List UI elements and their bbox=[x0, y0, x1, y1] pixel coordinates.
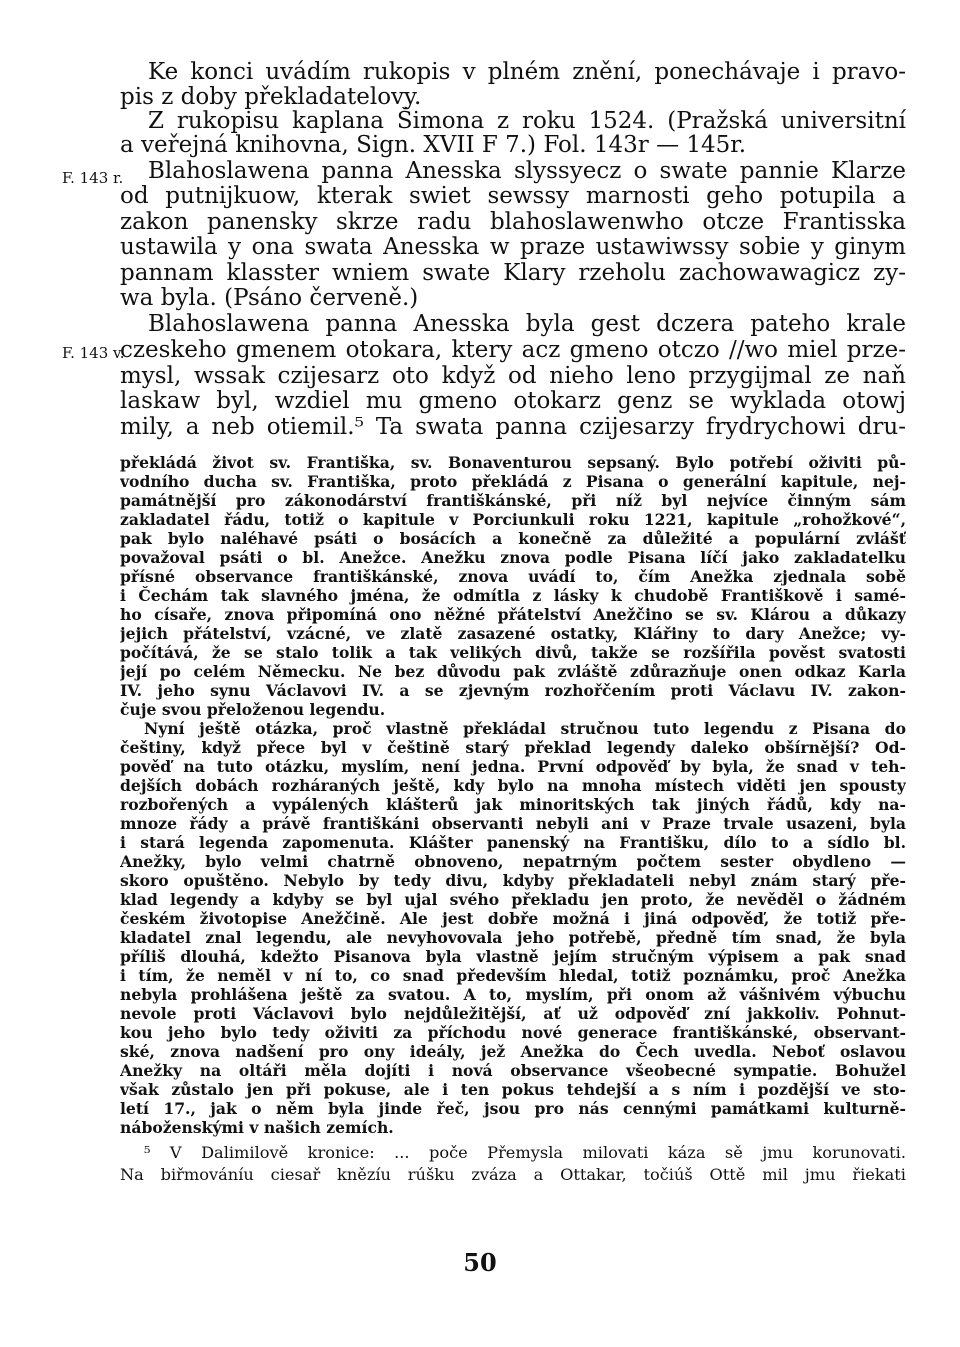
main-line: czeskeho gmenem otokara, ktery acz gmeno otczo //wo miel prze- bbox=[120, 337, 906, 363]
folio-note-143v: F. 143 v. bbox=[62, 344, 125, 362]
note-line: Nyní ještě otázka, proč vlastně překládal stručnou tuto legendu z Pisana do bbox=[144, 719, 906, 738]
note-line: i tím, že neměl v ní to, co snad především hledal, totiž poznámku, proč Anežka bbox=[120, 966, 906, 985]
note-line: nebyla prohlášena ještě za svatou. A to, myslím, při onom až vášnivém výbuchu bbox=[120, 985, 906, 1004]
note-line: rozbořených a vypálených klášterů jak minoritských tak jiných řádů, kdy na- bbox=[120, 795, 906, 814]
footnote-line: Na biřmováníu ciesař knězíu rúšku zváza a Ottakar, točiúš Ottě mil jmu řiekati bbox=[120, 1165, 906, 1184]
note-line: letí 17., jak o něm byla jinde řeč, jsou pro nás cennými památkami kulturně- bbox=[120, 1099, 906, 1118]
note-line: Anežky, bylo velmi chatrně obnoveno, nepatrným počtem sester obydleno — bbox=[120, 852, 906, 871]
main-line: wa byla. (Psáno červeně.) bbox=[120, 285, 419, 311]
main-line: laskaw byl, wzdiel mu gmeno otokarz genz se wyklada otowj bbox=[120, 388, 906, 414]
folio-note-143r: F. 143 r. bbox=[62, 169, 124, 187]
note-line: čuje svou přeloženou legendu. bbox=[120, 700, 386, 719]
page-number: 50 bbox=[463, 1248, 497, 1277]
note-line: považoval psáti o bl. Anežce. Anežku znova podle Pisana líčí jako zakladatelku bbox=[120, 548, 906, 567]
note-line: počítává, že se stalo tolik a tak velikých divů, takže se rozšířila pověst svatosti bbox=[120, 643, 906, 662]
note-line: pak bylo naléhavé psáti o bosácích a konečně za důležité a populární zvlášť bbox=[120, 529, 906, 548]
note-line: klad legendy a kdyby se byl ujal svého překladu jen proto, že nevěděl o žádném bbox=[120, 890, 906, 909]
note-line: památnější pro zákonodárství františkánské, při níž byl nejvíce činným sám bbox=[120, 491, 906, 510]
main-line: od putnijkuow, kterak swiet sewssy marnosti geho potupila a bbox=[120, 183, 906, 209]
note-line: ho císaře, znova připomíná ono něžné přátelství Anežčino se sv. Klárou a důkazy bbox=[120, 605, 906, 624]
note-line: jejich přátelství, vzácné, ve zlatě zasazené ostatky, Klářiny to dary Anežce; vy- bbox=[120, 624, 906, 643]
note-line: příliš dlouhá, kdežto Pisanova byla vlastně jejím stručným výpisem a pak snad bbox=[120, 947, 906, 966]
note-line: náboženskými v našich zemích. bbox=[120, 1118, 394, 1137]
note-line: českém životopise Anežčině. Ale jest dobře možná i jiná odpověď, že totiž pře- bbox=[120, 909, 906, 928]
note-line: vodního ducha sv. Františka, proto překládá z Pisana o generální kapitule, nej- bbox=[120, 472, 906, 491]
note-line: překládá život sv. Františka, sv. Bonaventurou sepsaný. Bylo potřebí oživiti pů- bbox=[120, 453, 906, 472]
note-line: IV. jeho synu Václavovi IV. a se zjevným rozhořčením proti Václavu IV. zakon- bbox=[120, 681, 906, 700]
main-line: a veřejná knihovna, Sign. XVII F 7.) Fol. 143r — 145r. bbox=[120, 132, 747, 158]
note-line: i stará legenda zapomenuta. Klášter panenský na Františku, dílo to a sídlo bl. bbox=[120, 833, 906, 852]
note-line: dejších dobách rozháraných ještě, kdy bylo na mnoha místech viděti jen spousty bbox=[120, 776, 906, 795]
main-line: pannam klasster wniem swate Klary rzeholu zachowawagicz zy- bbox=[120, 260, 906, 286]
main-line: zakon panensky skrze radu blahoslawenwho otcze Frantisska bbox=[120, 209, 906, 235]
footnote-line: ⁵ V Dalimilově kronice: ... poče Přemysla milovati káza sě jmu korunovati. bbox=[144, 1143, 906, 1162]
note-line: zakladatel řádu, totiž o kapitule v Porciunkuli roku 1221, kapitule „rohožkové“, bbox=[120, 510, 906, 529]
note-line: pověď na tuto otázku, myslím, není jedna. První odpověď by byla, že snad v teh- bbox=[120, 757, 906, 776]
note-line: nevole proti Václavovi bylo nejdůležitější, ať už odpověď zní jakkoliv. Pohnut- bbox=[120, 1004, 906, 1023]
note-line: skoro opuštěno. Nebylo by tedy divu, kdyby překladateli nebyl znám starý pře- bbox=[120, 871, 906, 890]
note-line: kladatel znal legendu, ale nevyhovovala jeho potřebě, předně tím snad, že byla bbox=[120, 928, 906, 947]
note-line: i Čechám tak slavného jména, že odmítla z lásky k chudobě Františkově i samé- bbox=[120, 586, 906, 605]
note-line: češtiny, když přece byl v češtině starý překlad legendy daleko obšírnější? Od- bbox=[120, 738, 906, 757]
main-line: Ke konci uvádím rukopis v plném znění, ponechávaje i pravo- bbox=[148, 59, 906, 85]
note-line: přísné observance františkánské, znova uvádí to, čím Anežka zjednala sobě bbox=[120, 567, 906, 586]
main-line: Blahoslawena panna Anesska slyssyecz o swate pannie Klarze bbox=[148, 158, 906, 184]
main-line: mily, a neb otiemil.⁵ Ta swata panna czijesarzy frydrychowi dru- bbox=[120, 414, 906, 440]
note-line: kou jeho bylo tedy oživiti za příchodu nové generace františkánské, observant- bbox=[120, 1023, 906, 1042]
main-line: Z rukopisu kaplana Šimona z roku 1524. (Pražská universitní bbox=[148, 108, 906, 134]
note-line: mnoze řády a právě františkáni observanti nebyli ani v Praze trvale usazeni, byla bbox=[120, 814, 906, 833]
main-line: Blahoslawena panna Anesska byla gest dczera pateho krale bbox=[148, 311, 906, 337]
main-line: mysl, wssak czijesarz oto když od nieho leno przygijmal ze naň bbox=[120, 363, 906, 389]
note-line: její po celém Německu. Ne bez důvodu pak zvláště zdůrazňuje onen odkaz Karla bbox=[120, 662, 906, 681]
main-line: ustawila y ona swata Anesska w praze ustawiwssy sobie y ginym bbox=[120, 234, 906, 260]
note-line: ské, znova nadšení pro ony ideály, jež Anežka do Čech uvedla. Neboť oslavou bbox=[120, 1042, 906, 1061]
note-line: však zůstalo jen při pokuse, ale i ten pokus tehdejší a s ním i pozdější ve sto- bbox=[120, 1080, 906, 1099]
main-line: pis z doby překladatelovy. bbox=[120, 84, 422, 110]
note-line: Anežky na oltáři měla dojíti i nová observance všeobecné sympatie. Bohužel bbox=[120, 1061, 906, 1080]
